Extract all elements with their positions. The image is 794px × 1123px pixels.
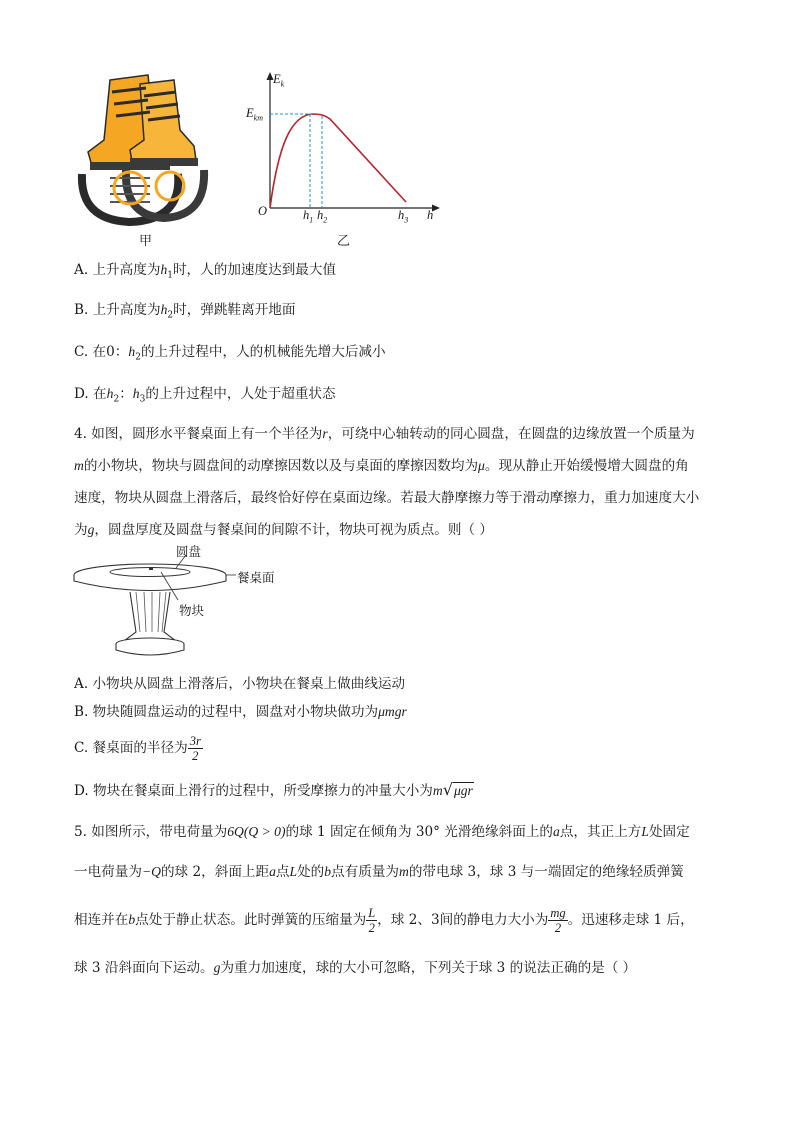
q4-stem-line-2: m的小物块，物块与圆盘间的动摩擦因数以及与桌面的摩擦因数均为μ。现从静止开始缓慢增大圆盘的角 xyxy=(74,458,689,474)
q3-option-b: B. 上升高度为$h_2$时，弹跳鞋离开地面 xyxy=(74,302,296,321)
figure-label-yi: 乙 xyxy=(337,234,351,249)
q3-option-c: C. 在0：$h_2$的上升过程中，人的机械能先增大后减小 xyxy=(74,344,386,363)
ek-axis-label: $E_k$ xyxy=(273,72,285,89)
h-axis-label: h xyxy=(427,208,434,222)
h3-label: $h_3$ xyxy=(398,208,409,225)
q5-stem-line-4: 球 3 沿斜面向下运动。g为重力加速度，球的大小可忽略，下列关于球 3 的说法正确的是（ ） xyxy=(74,960,637,976)
jump-shoe-illustration xyxy=(70,70,220,230)
ek-h-graph-svg xyxy=(240,68,450,248)
label-block: 物块 xyxy=(179,603,205,618)
sqrt-symbol: √ xyxy=(442,780,453,799)
figure-label-jia: 甲 xyxy=(139,234,153,249)
q4-stem-line-3: 速度，物块从圆盘上滑落后，最终恰好停在桌面边缘。若最大静摩擦力等于滑动摩擦力，重力加速度大小 xyxy=(74,490,700,506)
q4-stem-line-1: 4. 如图，圆形水平餐桌面上有一个半径为r，可绕中心轴转动的同心圆盘，在圆盘的边缘放置一个质量为 xyxy=(74,426,695,442)
h2-label: $h_2$ xyxy=(317,208,328,225)
origin-label: O xyxy=(258,204,268,218)
q4-stem-line-4: 为g，圆盘厚度及圆盘与餐桌间的间隙不计，物块可视为质点。则（ ） xyxy=(74,522,493,538)
label-table-surface: 餐桌面 xyxy=(237,570,275,585)
q4-option-a: A. 小物块从圆盘上滑落后，小物块在餐桌上做曲线运动 xyxy=(74,676,406,692)
label-disk: 圆盘 xyxy=(176,544,202,559)
q4-option-b: B. 物块随圆盘运动的过程中，圆盘对小物块做功为μmgr xyxy=(74,704,407,720)
fraction-mg-over-2: $\frac{mg}{2}$ xyxy=(550,906,566,935)
q5-stem-line-3: 相连并在b点处于静止状态。此时弹簧的压缩量为 $\frac{L}{2}$ ，球 2、3间的静电力大小为 $\frac{mg}{2}$ 。迅速移走球 1 后， xyxy=(74,906,694,935)
fraction-3r-over-2: $\frac{3r}{2}$ xyxy=(189,734,201,763)
ek-h-graph xyxy=(240,68,450,248)
q5-stem-line-2: 一电荷量为−Q的球 2，斜面上距a点L处的b点有质量为m的带电球 3，球 3 与一端固定的绝缘轻质弹簧 xyxy=(74,864,684,880)
q5-stem-line-1: 5. 如图所示，带电荷量为6Q(Q > 0)的球 1 固定在倾角为 30° 光滑绝缘斜面上的a点，其正上方L处固定 xyxy=(74,824,690,840)
q4-option-d: D. 物块在餐桌面上滑行的过程中，所受摩擦力的冲量大小为m√μgr xyxy=(74,780,473,799)
ek-curve xyxy=(270,114,406,208)
q3-option-a: A. 上升高度为$h_1$时，人的加速度达到最大值 xyxy=(74,262,337,281)
q3-option-d: D. 在$h_2$：$h_3$的上升过程中，人处于超重状态 xyxy=(74,386,336,405)
fraction-L-over-2: $\frac{L}{2}$ xyxy=(368,906,376,935)
q4-option-c: C. 餐桌面的半径为 $\frac{3r}{2}$ xyxy=(74,734,201,763)
h1-label: $h_1$ xyxy=(303,208,314,225)
ekm-label: $E_{km}$ xyxy=(246,106,263,123)
jump-shoe-figure xyxy=(70,70,220,230)
